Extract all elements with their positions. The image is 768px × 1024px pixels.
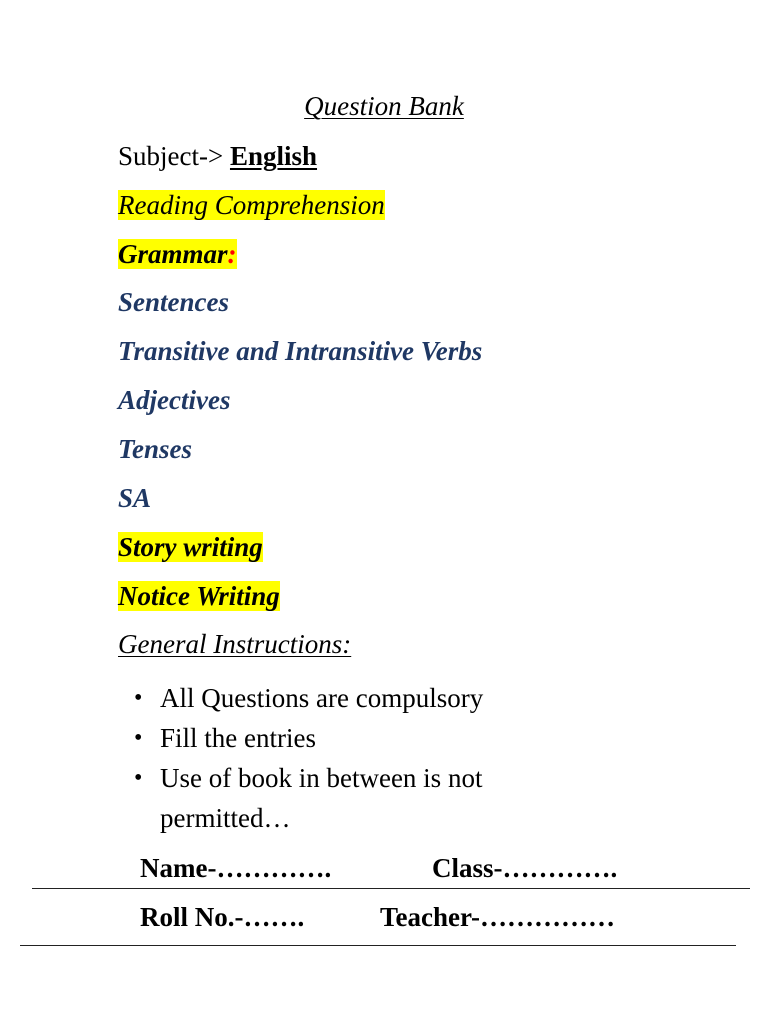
bullet-icon: •	[134, 765, 143, 791]
page-title: Question Bank	[304, 91, 464, 121]
topic-sa: SA	[118, 483, 152, 513]
topic-sentences: Sentences	[118, 287, 229, 317]
class-field: Class-………….	[432, 853, 618, 883]
name-field: Name-………….	[140, 853, 332, 883]
list-item: • Fill the entries	[134, 718, 554, 758]
list-item: • All Questions are compulsory	[134, 678, 554, 718]
grammar-colon: :	[227, 239, 237, 269]
divider	[20, 945, 736, 946]
topic-tenses: Tenses	[118, 434, 193, 464]
instructions-heading: General Instructions:	[118, 629, 352, 659]
notice-writing: Notice Writing	[118, 581, 280, 611]
notice-writing-line	[118, 579, 280, 613]
topic-adjectives: Adjectives	[118, 385, 231, 415]
reading-comprehension: Reading Comprehension	[118, 190, 385, 220]
roll-number-field: Roll No.-…….	[140, 902, 305, 932]
divider	[32, 888, 750, 889]
story-writing: Story writing	[118, 532, 263, 562]
list-item: • Use of book in between is not permitted…	[134, 758, 540, 838]
bullet-icon: •	[134, 725, 143, 751]
subject-value: English	[229, 141, 318, 171]
grammar-label: Grammar	[118, 239, 228, 269]
subject-line	[118, 139, 317, 173]
subject-label: Subject->	[118, 141, 230, 171]
teacher-field: Teacher-……………	[380, 902, 615, 932]
grammar-line	[118, 237, 237, 271]
reading-comprehension-line	[118, 188, 385, 222]
story-writing-line	[118, 530, 263, 564]
topic-verbs: Transitive and Intransitive Verbs	[118, 336, 483, 366]
grammar-heading	[118, 239, 237, 269]
instructions-list	[134, 678, 554, 838]
bullet-icon: •	[134, 685, 143, 711]
